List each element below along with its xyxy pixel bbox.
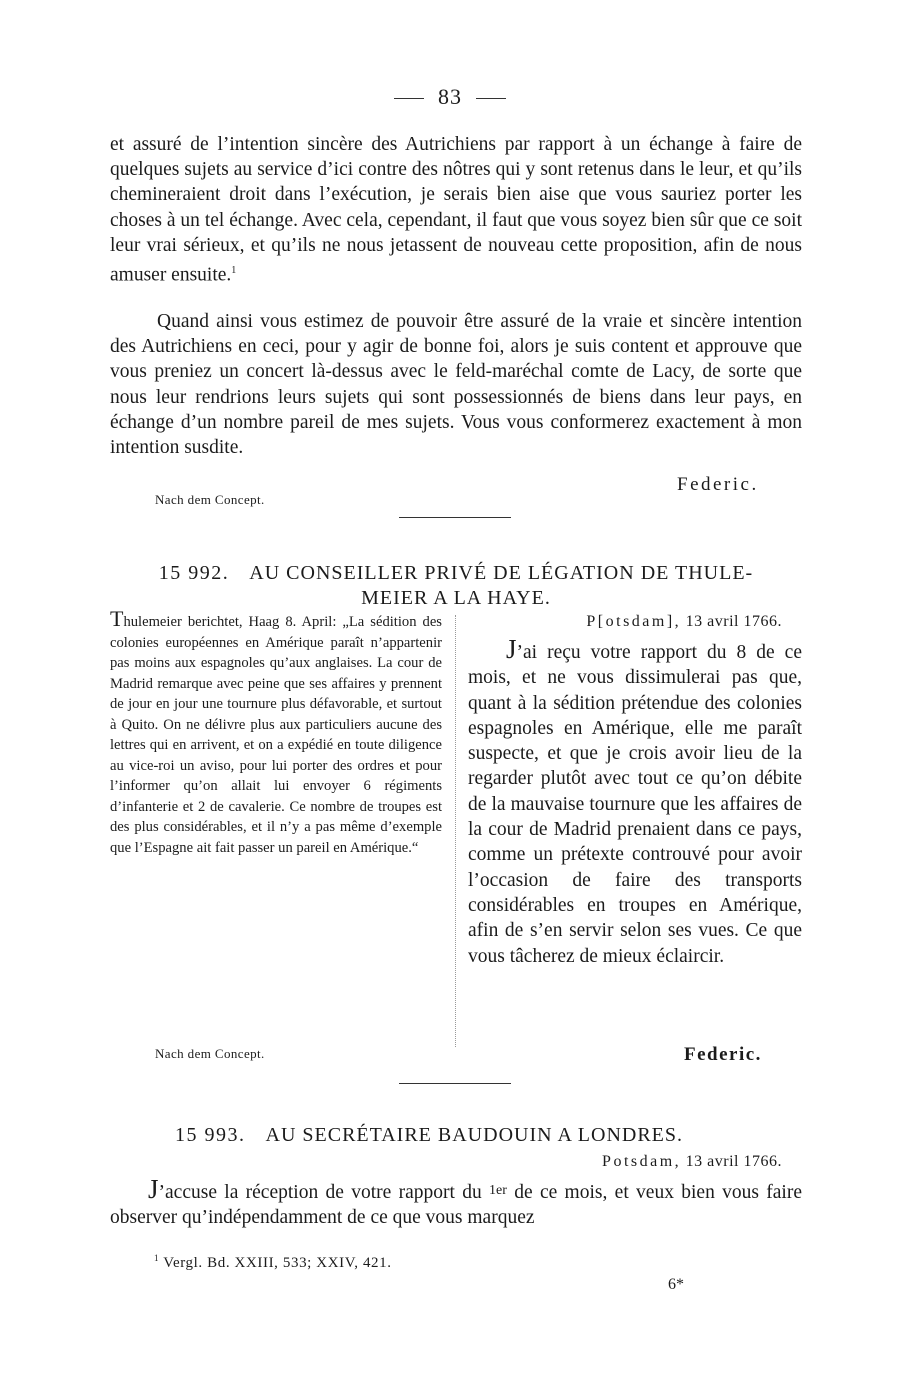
letter-15992-heading-text-2: MEIER A LA HAYE.: [361, 587, 551, 609]
letter-15992-date: 13 avril 1766.: [685, 613, 782, 630]
column-divider: [455, 615, 456, 1047]
page-number-text: 83: [438, 84, 462, 109]
letter-15993-initial: J: [148, 1174, 159, 1204]
prev-letter-paragraph-1-text: et assuré de l’intention sincère des Autrichiens par rapport à un échange à faire de quelques sujets au service d’ici contre des nôtres qui y sont retenus dans le leur, et qu’ils chemineraient droit dans l’exécution, je serais bien aise que vous sauriez porter les choses à un tel échange. Avec cela, cependant, il faut que vous soyez bien sûr que ce soit leur vrai sérieux, et qu’ils ne nous jetassent de nouveau cette proposition, afin de nous amuser ensuite.: [110, 134, 802, 286]
letter-15993-text-a: ’accuse la réception de votre rapport du: [158, 1182, 490, 1203]
footnote-reference: 1: [231, 265, 237, 277]
prev-letter-signature: Federic.: [677, 474, 759, 495]
page-number-dash-right: [476, 98, 506, 99]
letter-15993-text-b: de ce mois, et veux bien vous faire observer qu’indépendamment de ce que vous marquez: [110, 1182, 802, 1229]
section-divider-1: [399, 517, 511, 518]
letter-15993-date-place: Potsdam,: [602, 1153, 682, 1170]
prev-letter-source-note: Nach dem Concept.: [155, 492, 265, 507]
letter-15992-heading-text-1: AU CONSEILLER PRIVÉ DE LÉGATION DE THULE-: [249, 562, 754, 584]
letter-15992-summary: [110, 606, 442, 858]
letter-15992-number: 15 992.: [158, 562, 230, 584]
summary-initial: T: [110, 606, 124, 631]
letter-15992-heading-line-1: [110, 561, 802, 586]
letter-15992-signature: Federic.: [684, 1044, 762, 1065]
footnote-mark: 1: [154, 1253, 160, 1263]
letter-15992-heading: [110, 561, 802, 611]
footnote: [154, 1253, 392, 1272]
reply-initial: J: [506, 634, 517, 664]
page-number: [0, 84, 900, 110]
letter-15993-superscript: 1er: [489, 1183, 507, 1198]
letter-15993-number: 15 993.: [175, 1124, 246, 1146]
letter-15993-date: 13 avril 1766.: [685, 1153, 782, 1170]
letter-15993-dateline: [468, 1153, 782, 1171]
letter-15992-source-note: Nach dem Concept.: [155, 1046, 265, 1061]
letter-15992-date-place: P[otsdam],: [586, 613, 682, 630]
letter-15992-dateline: [468, 613, 782, 631]
letter-15993-heading-text: AU SECRÉTAIRE BAUDOUIN A LONDRES.: [265, 1124, 684, 1146]
letter-15993-heading: [175, 1123, 775, 1148]
page-number-dash-left: [394, 98, 424, 99]
footnote-text: Vergl. Bd. XXIII, 533; XXIV, 421.: [163, 1255, 392, 1271]
signature-mark: 6*: [668, 1276, 684, 1293]
letter-15992-reply: [468, 634, 802, 969]
summary-text: hulemeier berichtet, Haag 8. April: „La sédition des colonies européennes en Amérique paraît n’appartenir pas moins aux espagnoles qu’aux anglaises. La cour de Madrid remarque avec peine que ses affaires y prennent de jour en jour une tournure plus défavorable, et surtout à Quito. On ne délivre plus aux particuliers aucune des lettres qui en arrivent, et on a expédié en toute diligence au vice-roi un aviso, pour lui porter des ordres et pour l’informer qu’on allait lui envoyer 6 régiments d’infanterie et 2 de cavalerie. Ce nombre de troupes est des plus considérables, et il n’y a pas même d’exemple que l’Espagne ait fait passer un pareil en Amérique.“: [110, 614, 442, 856]
prev-letter-paragraph-1: [110, 132, 802, 288]
section-divider-2: [399, 1083, 511, 1084]
prev-letter-paragraph-2: Quand ainsi vous estimez de pouvoir être assuré de la vraie et sincère intention des Autrichiens en ceci, pour y agir de bonne foi, alors je suis content et approuve que vous preniez un concert là-dessus avec le feld-maréchal comte de Lacy, de sorte que nous leur rendrions leurs sujets qui sont possessionnés de biens dans leur pays, en échange d’un nombre pareil de mes sujets. Vous vous conformerez exactement à mon intention susdite.: [110, 311, 802, 459]
letter-15993-text: [110, 1174, 802, 1230]
reply-text: ’ai reçu votre rapport du 8 de ce mois, et ne vous dissimulerai pas que, quant à la sédition prétendue des colonies espagnoles en Amérique, elle me paraît suspecte, et que je crois avoir lieu de la regarder plutôt avec tout ce qu’on débite de la mauvaise tournure que les affaires de la cour de Madrid prenaient dans ce pays, comme un prétexte controuvé pour avoir l’occasion de faire des transports considérables en troupes en Amérique, afin de s’en servir selon ses vues. Ce que vous tâcherez de mieux éclaircir.: [468, 642, 802, 967]
